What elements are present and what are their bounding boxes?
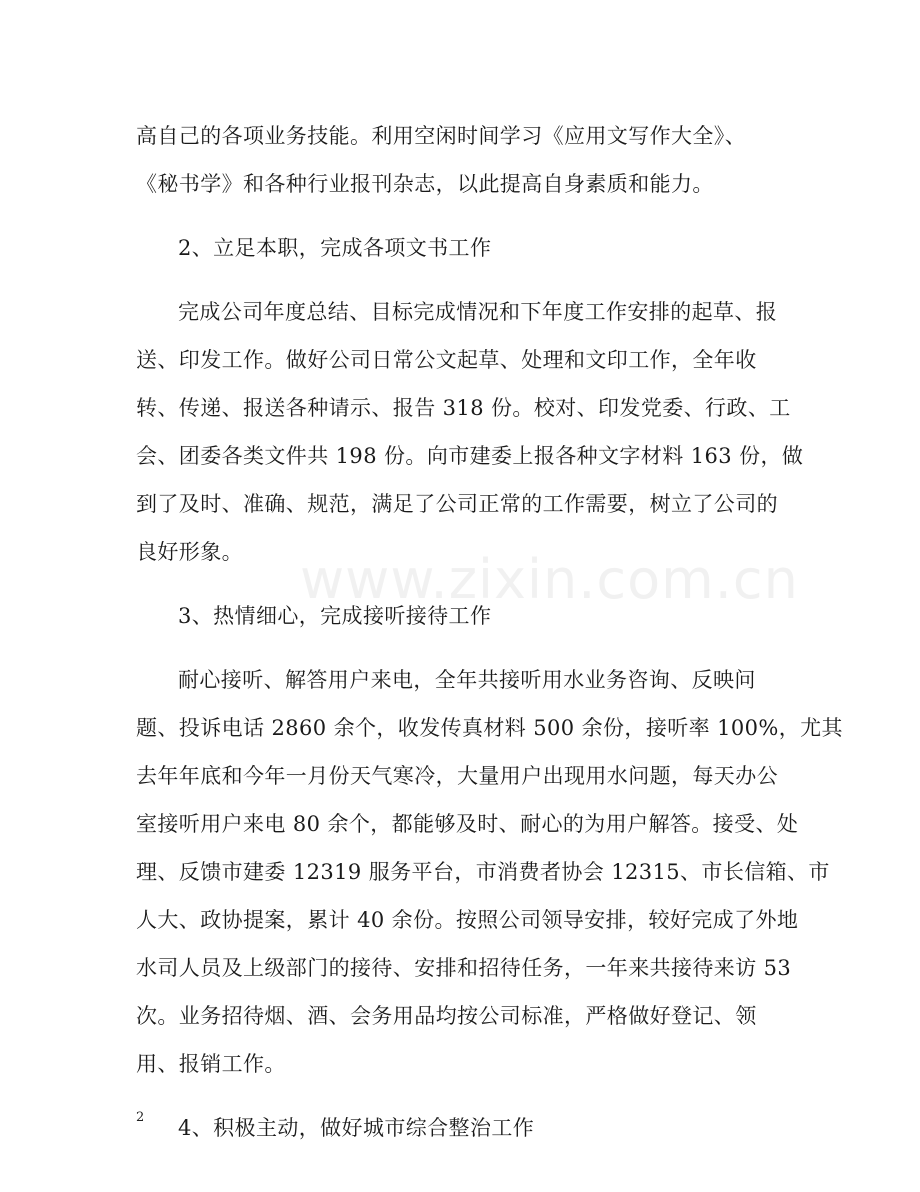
paragraph-line: 水司人员及上级部门的接待、安排和招待任务，一年来共接待来访 53 — [136, 956, 792, 980]
paragraph-line: 完成公司年度总结、目标完成情况和下年度工作安排的起草、报 — [178, 300, 778, 324]
paragraph-line: 人大、政协提案，累计 40 余份。按照公司领导安排，较好完成了外地 — [136, 908, 799, 932]
watermark: www.zixin.com.cn — [300, 548, 799, 611]
paragraph-line: 送、印发工作。做好公司日常公文起草、处理和文印工作，全年收 — [136, 348, 757, 372]
paragraph-line: 用、报销工作。 — [136, 1052, 286, 1076]
paragraph-line: 室接听用户来电 80 余个，都能够及时、耐心的为用户解答。接受、处 — [136, 812, 799, 836]
body-text — [136, 112, 843, 1152]
paragraph-line: 次。业务招待烟、酒、会务用品均按公司标准，严格做好登记、领 — [136, 1004, 757, 1028]
paragraph-line: 去年年底和今年一月份天气寒冷，大量用户出现用水问题，每天办公 — [136, 764, 778, 788]
paragraph-line: 《秘书学》和各种行业报刊杂志，以此提高自身素质和能力。 — [136, 172, 714, 196]
section-heading: 4、积极主动，做好城市综合整治工作 — [178, 1116, 535, 1140]
section-heading: 3、热情细心，完成接听接待工作 — [178, 604, 492, 628]
paragraph-line: 会、团委各类文件共 198 份。向市建委上报各种文字材料 163 份，做 — [136, 444, 804, 468]
paragraph-line: 转、传递、报送各种请示、报告 318 份。校对、印发党委、行政、工 — [136, 396, 791, 420]
paragraph-line: 高自己的各项业务技能。利用空闲时间学习《应用文写作大全》、 — [136, 124, 747, 148]
paragraph-line: 良好形象。 — [136, 540, 243, 564]
section-heading: 2、立足本职，完成各项文书工作 — [178, 236, 492, 260]
paragraph-line: 耐心接听、解答用户来电，全年共接听用水业务咨询、反映问 — [178, 668, 756, 692]
page-number: 2 — [136, 1110, 145, 1125]
paragraph-line: 题、投诉电话 2860 余个，收发传真材料 500 余份，接听率 100%，尤其 — [136, 716, 843, 740]
paragraph-line: 到了及时、准确、规范，满足了公司正常的工作需要，树立了公司的 — [136, 492, 778, 516]
paragraph-line: 理、反馈市建委 12319 服务平台，市消费者协会 12315、市长信箱、市 — [136, 860, 830, 884]
